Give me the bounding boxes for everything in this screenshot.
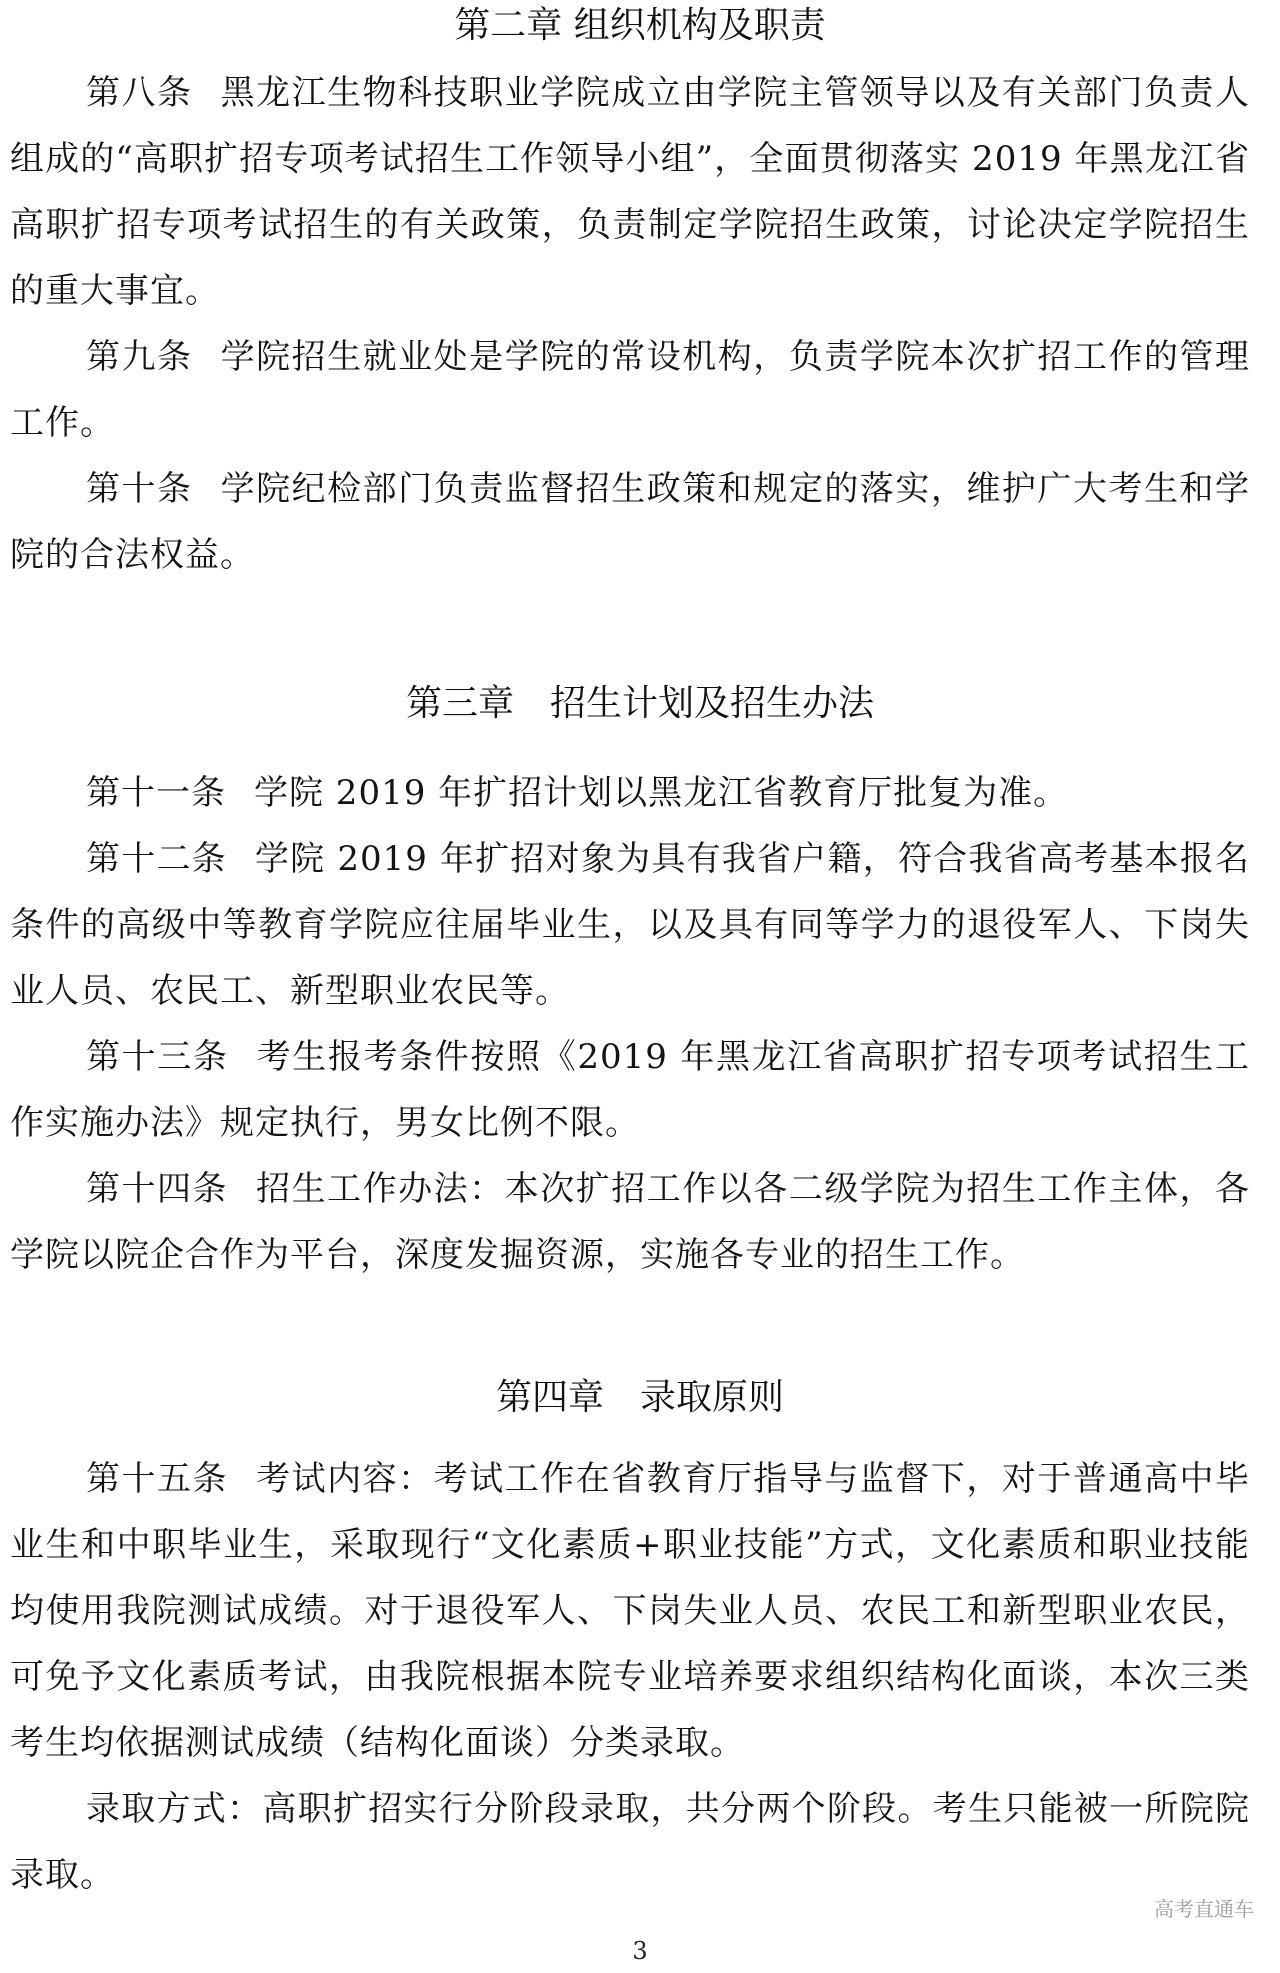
article-13-label: 第十三条: [86, 1037, 229, 1077]
article-9-label: 第九条: [86, 337, 193, 377]
article-8-label: 第八条: [86, 73, 193, 113]
chapter-3-title: 第三章 招生计划及招生办法: [405, 683, 874, 724]
article-12-text: 学院 2019 年扩招对象为具有我省户籍，符合我省高考基本报名条件的高级中等教育学院应往届毕业生，以及具有同等学力的退役军人、下岗失业人员、农民工、新型职业农民等。: [10, 839, 1251, 1011]
article-11: [10, 760, 1250, 826]
admission-method: [10, 1776, 1250, 1908]
article-8: [10, 60, 1250, 324]
page-number: 3: [632, 1937, 648, 1965]
article-11-label: 第十一条: [86, 773, 226, 813]
article-9: [10, 324, 1250, 456]
site-watermark: 高考直通车: [1154, 1897, 1254, 1921]
article-14-text: 招生工作办法：本次扩招工作以各二级学院为招生工作主体，各学院以院企合作为平台，深度发掘资源，实施各专业的招生工作。: [10, 1169, 1251, 1275]
chapter-2-title: 第二章 组织机构及职责: [454, 5, 826, 46]
article-12: [10, 826, 1250, 1024]
article-13: [10, 1024, 1250, 1156]
article-15: [10, 1446, 1250, 1776]
admission-method-text: 录取方式：高职扩招实行分阶段录取，共分两个阶段。考生只能被一所院院录取。: [10, 1789, 1250, 1895]
article-8-text: 黑龙江生物科技职业学院成立由学院主管领导以及有关部门负责人组成的“高职扩招专项考试招生工作领导小组”，全面贯彻落实 2019 年黑龙江省高职扩招专项考试招生的有关政策，负责制定学院招生政策，讨论决定学院招生的重大事宜。: [10, 73, 1251, 311]
article-10-label: 第十条: [86, 469, 193, 509]
article-15-text: 考试内容：考试工作在省教育厅指导与监督下，对于普通高中毕业生和中职毕业生，采取现行“文化素质+职业技能”方式，文化素质和职业技能均使用我院测试成绩。对于退役军人、下岗失业人员、农民工和新型职业农民，可免予文化素质考试，由我院根据本院专业培养要求组织结构化面谈，本次三类考生均依据测试成绩（结构化面谈）分类录取。: [10, 1459, 1251, 1763]
article-9-text: 学院招生就业处是学院的常设机构，负责学院本次扩招工作的管理工作。: [10, 337, 1251, 443]
article-12-label: 第十二条: [86, 839, 227, 879]
chapter-4-title: 第四章 录取原则: [495, 1377, 784, 1418]
article-15-label: 第十五条: [86, 1459, 229, 1499]
article-11-text: 学院 2019 年扩招计划以黑龙江省教育厅批复为准。: [254, 773, 1069, 813]
article-14-label: 第十四条: [86, 1169, 229, 1209]
article-13-text: 考生报考条件按照《2019 年黑龙江省高职扩招专项考试招生工作实施办法》规定执行，男女比例不限。: [10, 1037, 1250, 1143]
article-14: [10, 1156, 1250, 1288]
article-10-text: 学院纪检部门负责监督招生政策和规定的落实，维护广大考生和学院的合法权益。: [10, 469, 1251, 575]
article-10: [10, 456, 1250, 588]
